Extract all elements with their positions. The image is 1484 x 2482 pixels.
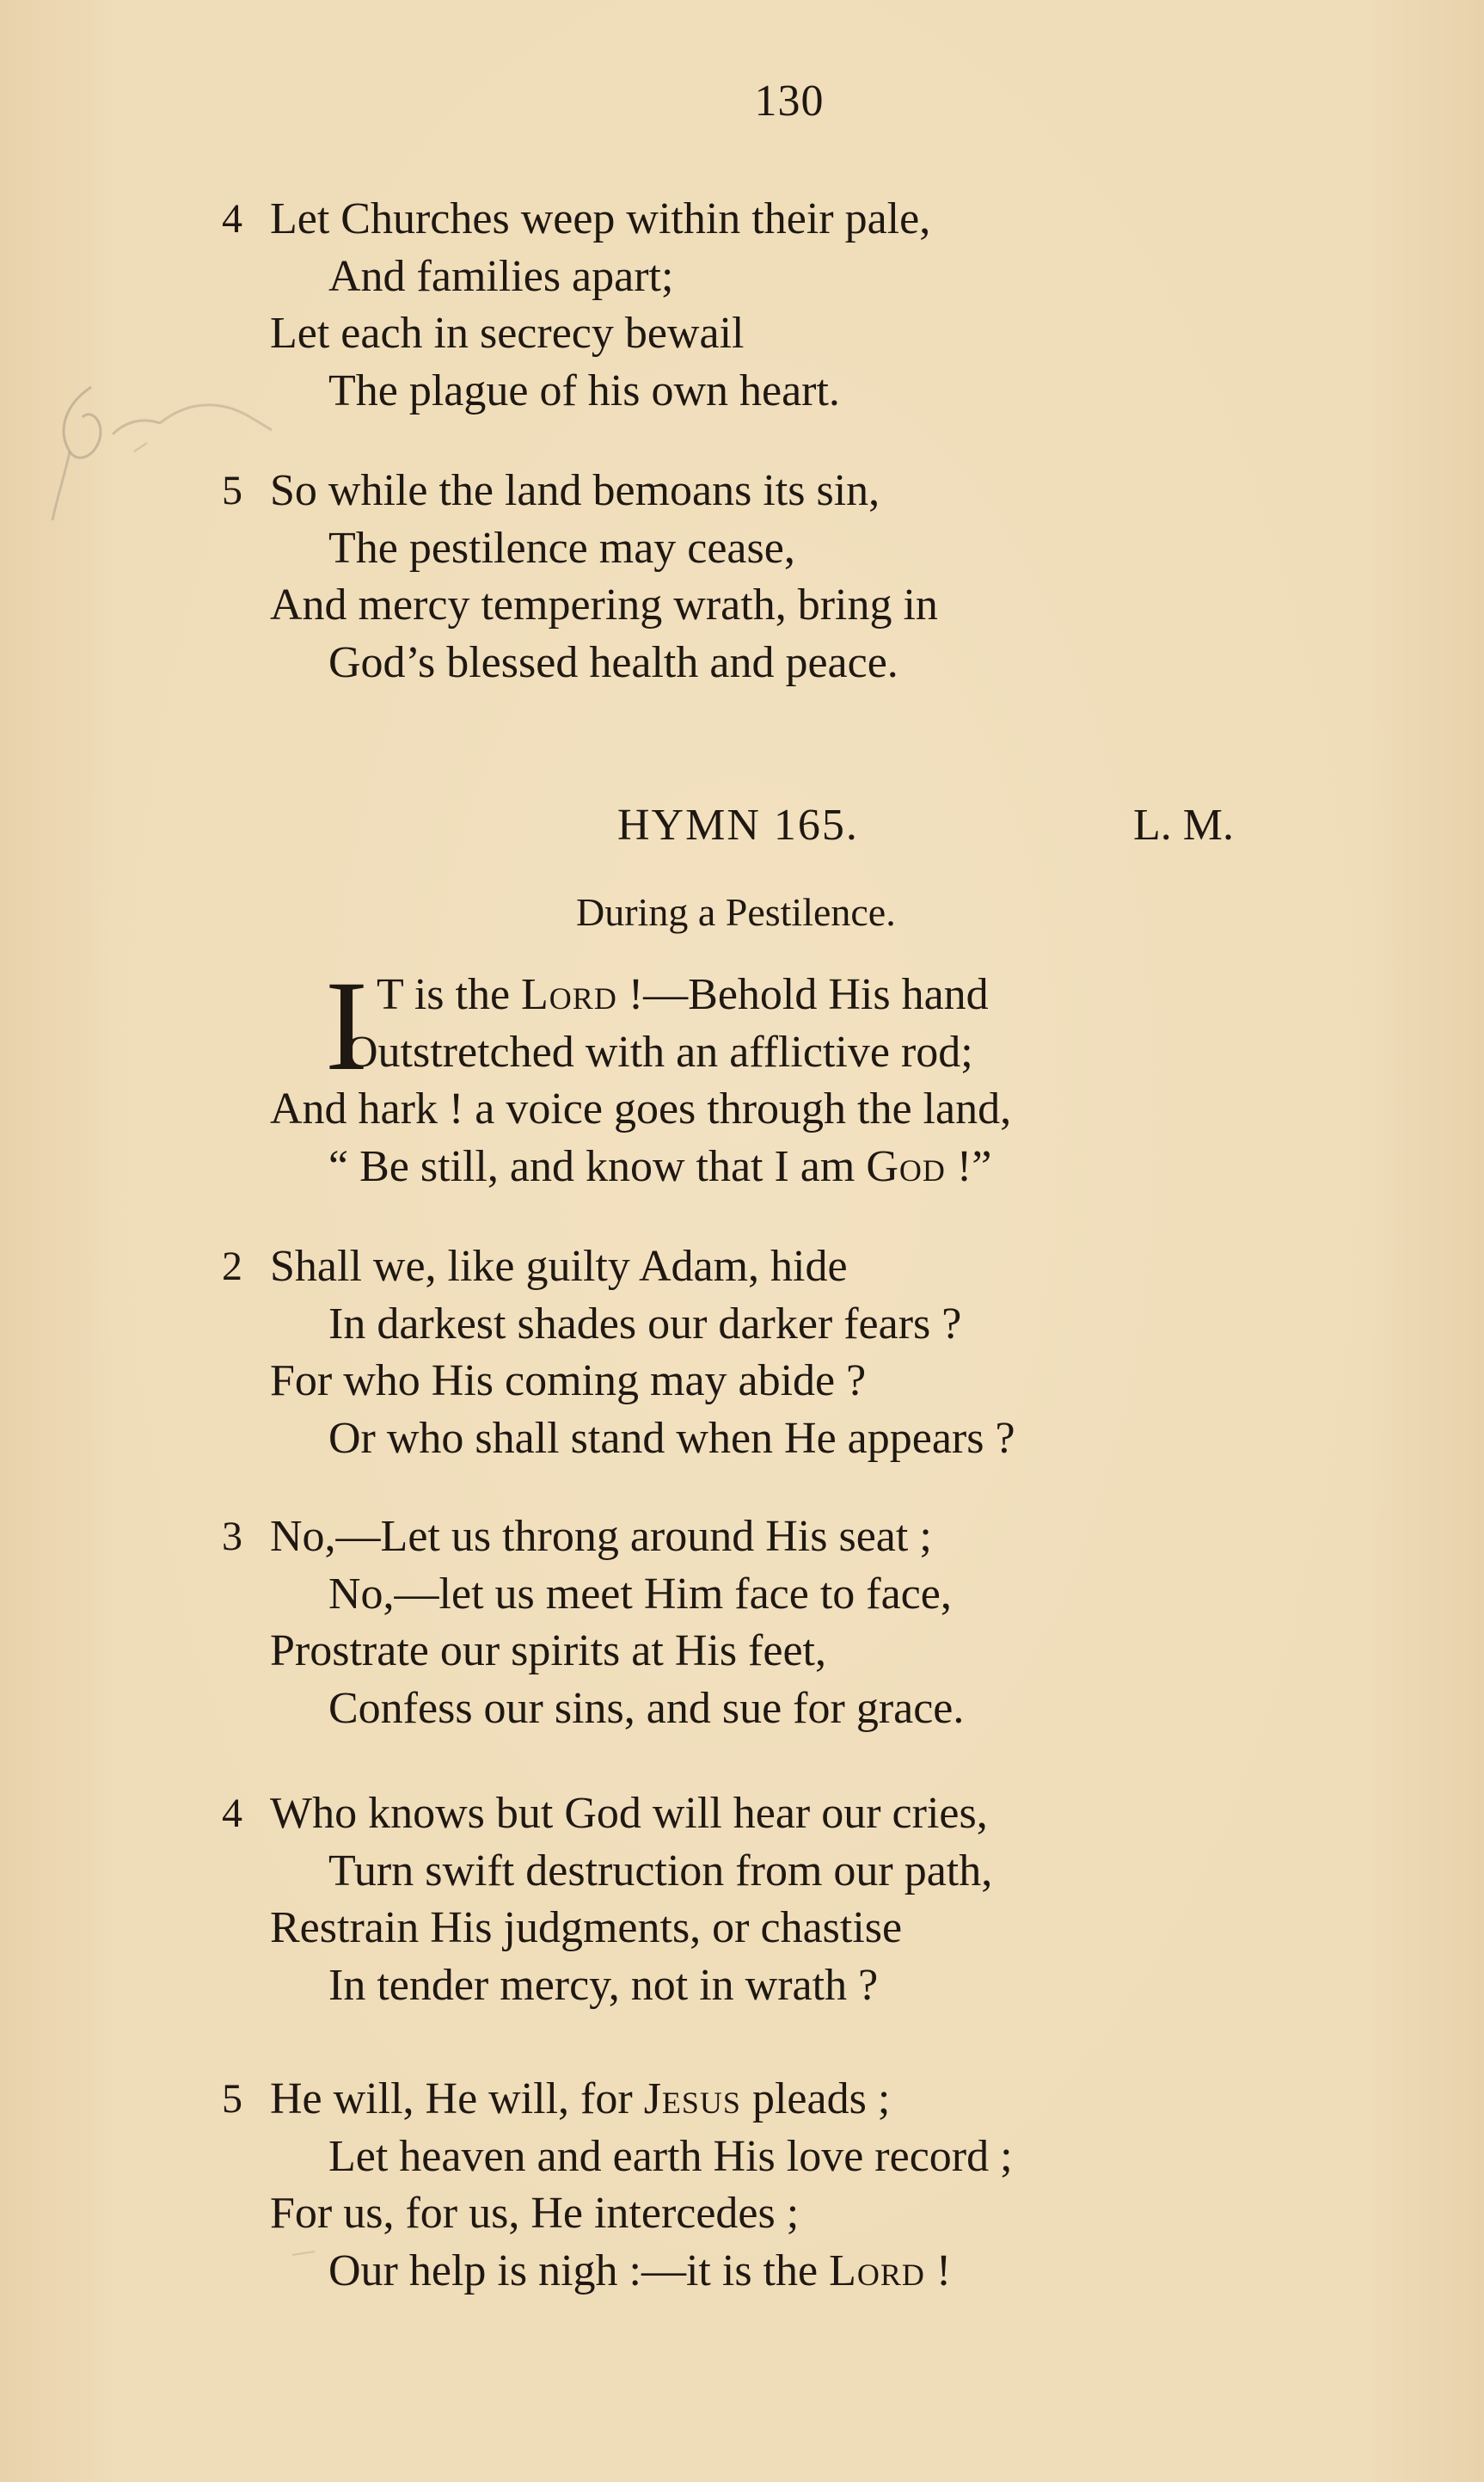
hymn-title: HYMN 165. (617, 801, 859, 850)
verse-line (270, 1139, 1474, 1196)
verse-line (270, 1024, 1474, 1082)
small-caps-word: God (866, 1141, 946, 1191)
verse-line-text: ! (924, 2245, 952, 2295)
page-number: 130 (754, 77, 825, 126)
stanza-continued-4 (222, 191, 1474, 420)
stanza-number: 4 (222, 196, 242, 242)
verse-line-text: Shall we, like guilty Adam, hide (270, 1242, 848, 1291)
verse-line-text: For us, for us, He intercedes ; (270, 2189, 800, 2238)
stanza-number: 5 (222, 468, 242, 513)
verse-line-text: !—Behold His hand (616, 970, 989, 1019)
verse-line-text: Or who shall stand when He appears ? (328, 1413, 1015, 1463)
verse-line-text: T is the (377, 970, 522, 1019)
verse-line (270, 577, 1474, 635)
verse-line (222, 191, 1474, 249)
verse-line-text: In darkest shades our darker fears ? (328, 1299, 962, 1349)
stanza-1 (270, 967, 1474, 1195)
verse-line-text: And mercy tempering wrath, bring in (270, 581, 938, 630)
verse-line-text: And families apart; (328, 251, 674, 301)
hymn-meter: L. M. (1133, 801, 1234, 850)
verse-line (270, 1081, 1474, 1139)
verse-line (270, 1353, 1474, 1410)
stanza-number: 3 (222, 1514, 242, 1559)
verse-line-text: Confess our sins, and sue for grace. (328, 1683, 965, 1733)
verse-line-text: And hark ! a voice goes through the land, (270, 1084, 1012, 1133)
pencil-annotation-mark (31, 370, 280, 525)
small-caps-word: Jesus (643, 2074, 741, 2123)
verse-line-text: So while the land bemoans its sin, (270, 466, 880, 515)
verse-line (270, 1843, 1474, 1901)
verse-line-text: The plague of his own heart. (328, 366, 840, 415)
verse-line (270, 363, 1474, 421)
verse-line (270, 1566, 1474, 1624)
verse-line-text: Turn swift destruction from our path, (328, 1846, 993, 1895)
verse-line (270, 1623, 1474, 1680)
verse-line (270, 635, 1474, 692)
verse-line-text: The pestilence may cease, (328, 523, 795, 573)
verse-line-text: Prostrate our spirits at His feet, (270, 1626, 826, 1675)
verse-line-text: Let heaven and earth His love record ; (328, 2131, 1013, 2181)
verse-line-text: For who His coming may abide ? (270, 1356, 867, 1405)
verse-line (270, 967, 1474, 1024)
verse-line (222, 1508, 1474, 1566)
verse-line (270, 1900, 1474, 1957)
stanza-2 (222, 1238, 1474, 1467)
stanza-4 (222, 1785, 1474, 2014)
verse-line-text: Who knows but God will hear our cries, (270, 1789, 988, 1838)
verse-line (270, 305, 1474, 363)
verse-line-text: Outstretched with an afflictive rod; (346, 1027, 973, 1077)
verse-line (270, 520, 1474, 578)
small-caps-word: Lord (521, 970, 617, 1019)
verse-line-text: !” (945, 1141, 992, 1191)
stanza-number: 4 (222, 1791, 242, 1836)
verse-line-text: Let each in secrecy bewail (270, 309, 745, 358)
verse-line (270, 1410, 1474, 1468)
verse-line-text: No,—let us meet Him face to face, (328, 1569, 952, 1619)
verse-line (222, 2071, 1474, 2129)
verse-line (222, 1785, 1474, 1843)
verse-line (270, 1680, 1474, 1738)
verse-line (222, 1238, 1474, 1296)
verse-line-text: pleads ; (740, 2074, 891, 2123)
verse-line-text: Restrain His judgments, or chastise (270, 1903, 903, 1952)
stanza-5 (222, 2071, 1474, 2300)
verse-line (270, 2129, 1474, 2186)
verse-line (270, 2185, 1474, 2243)
small-caps-word: Lord (829, 2245, 925, 2295)
verse-line-text: Let Churches weep within their pale, (270, 194, 931, 243)
verse-line-text: In tender mercy, not in wrath ? (328, 1960, 879, 2010)
stanza-number: 2 (222, 1244, 242, 1289)
verse-line (270, 1296, 1474, 1354)
hymn-subtitle: During a Pestilence. (576, 890, 896, 934)
stanza-3 (222, 1508, 1474, 1737)
verse-line (270, 2243, 1474, 2301)
verse-line (222, 463, 1474, 520)
verse-line (270, 1957, 1474, 2015)
verse-line-text: “ Be still, and know that I am (328, 1141, 867, 1191)
stanza-number: 5 (222, 2076, 242, 2122)
drop-cap: I (325, 955, 368, 1097)
verse-line (270, 249, 1474, 306)
verse-line-text: He will, He will, for (270, 2074, 644, 2123)
verse-line-text: God’s blessed health and peace. (328, 637, 898, 687)
verse-line-text: Our help is nigh :—it is the (328, 2245, 830, 2295)
stanza-continued-5 (222, 463, 1474, 691)
verse-line-text: No,—Let us throng around His seat ; (270, 1512, 932, 1561)
